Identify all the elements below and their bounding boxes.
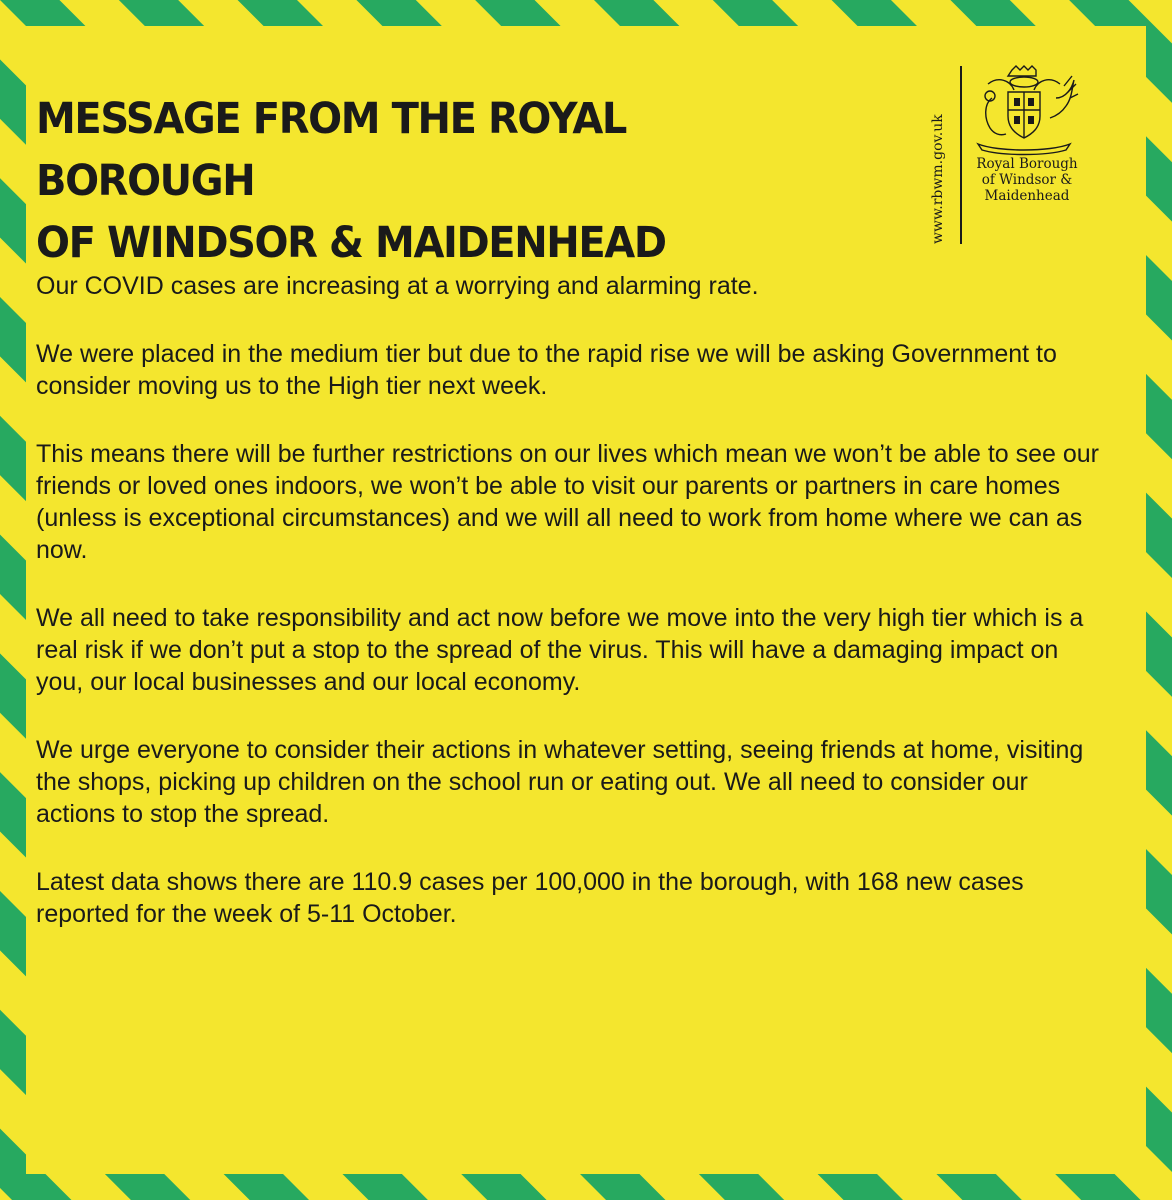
title-line-1: MESSAGE FROM THE ROYAL BOROUGH (36, 94, 626, 206)
logo-divider (960, 66, 962, 244)
paragraph-restrictions: This means there will be further restrictions on our lives which mean we won’t be able to see our friends or loved ones indoors, we won’t be able to visit our parents or partners in care homes (unless is exceptional circumstances) and we will all need to work from home where we can as now. (36, 440, 1100, 564)
logo-name-line-3: Maidenhead (984, 188, 1070, 204)
page-title (36, 88, 836, 274)
council-logo (920, 34, 1090, 244)
logo-name-line-1: Royal Borough (976, 156, 1078, 172)
paragraph-intro: Our COVID cases are increasing at a worrying and alarming rate. (36, 272, 759, 300)
logo-website: www.rbwm.gov.uk (930, 114, 946, 244)
message-body (36, 270, 1106, 966)
paragraph-tier: We were placed in the medium tier but due to the rapid rise we will be asking Government to consider moving us to the High tier next week. (36, 340, 1057, 400)
paragraph-responsibility: We all need to take responsibility and act now before we move into the very high tier which is a real risk if we don’t put a stop to the spread of the virus. This will have a damaging impact on you, our local businesses and our local economy. (36, 604, 1084, 696)
title-line-2: OF WINDSOR & MAIDENHEAD (36, 218, 666, 268)
paragraph-data: Latest data shows there are 110.9 cases per 100,000 in the borough, with 168 new cases reported for the week of 5-11 October. (36, 868, 1024, 928)
coat-of-arms-icon (968, 64, 1080, 156)
logo-name-line-2: of Windsor & (981, 172, 1073, 188)
paragraph-urge: We urge everyone to consider their actions in whatever setting, seeing friends at home, visiting the shops, picking up children on the school run or eating out. We all need to consider our actions to stop the spread. (36, 736, 1084, 828)
logo-council-name (964, 156, 1090, 204)
